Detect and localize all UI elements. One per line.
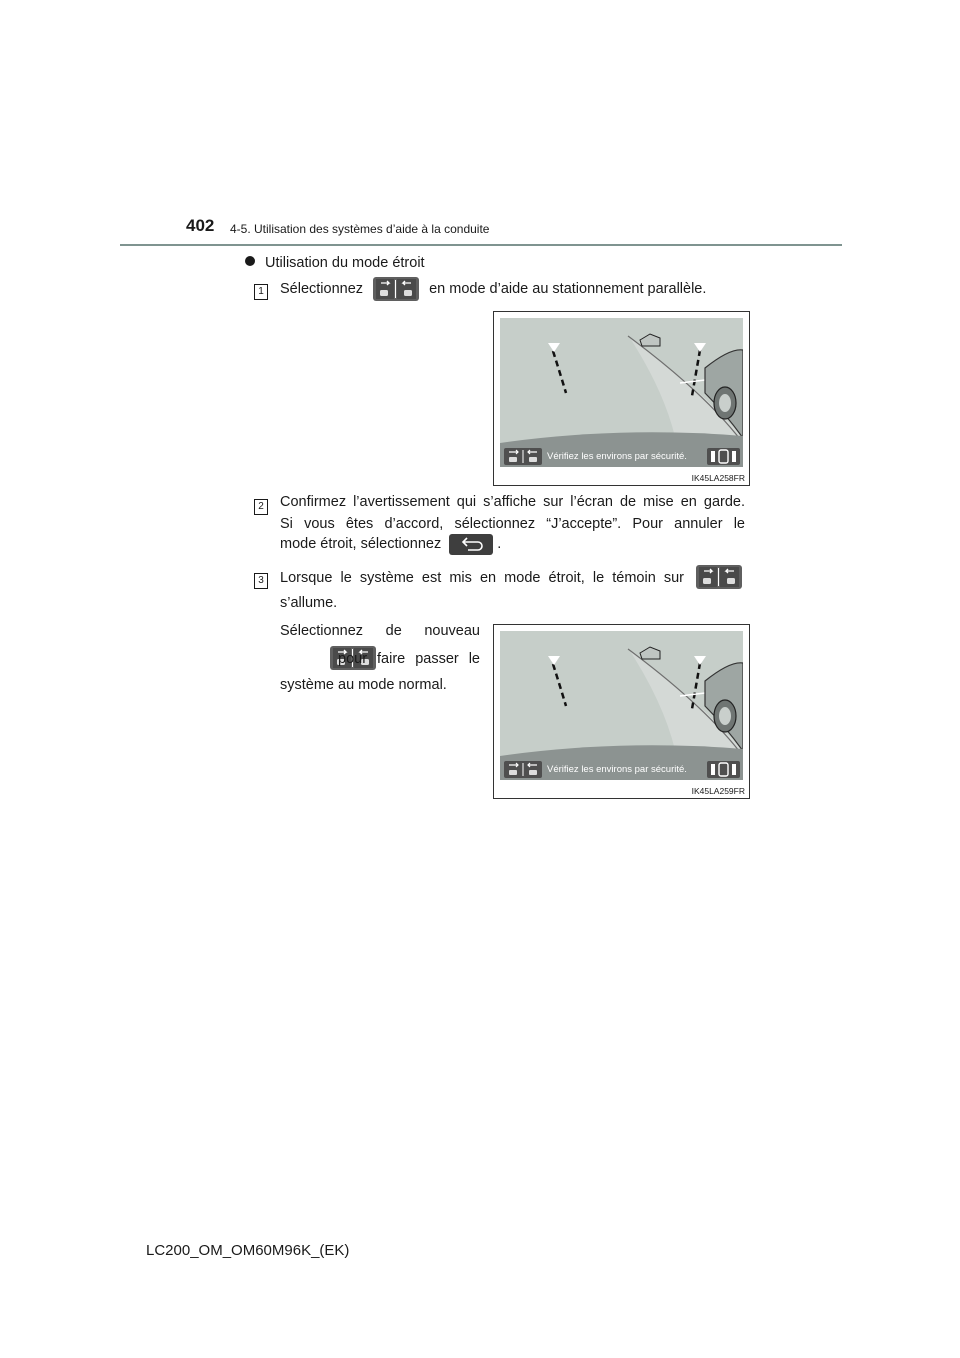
parking-screen-figure-2 bbox=[493, 624, 750, 799]
status-bar bbox=[500, 759, 743, 780]
step-2-line-3 bbox=[280, 532, 745, 556]
screen-message: Vérifiez les environs par sécurité. bbox=[547, 764, 687, 775]
header-rule bbox=[120, 244, 842, 246]
camera-view-graphic bbox=[500, 318, 743, 467]
parallel-park-mode-icon bbox=[504, 448, 542, 465]
bullet-heading bbox=[245, 255, 425, 271]
section-title: 4-5. Utilisation des systèmes d’aide à la conduite bbox=[230, 222, 490, 236]
bullet-title: Utilisation du mode étroit bbox=[265, 255, 425, 271]
parallel-park-mode-icon bbox=[504, 761, 542, 778]
screen-message: Vérifiez les environs par sécurité. bbox=[547, 451, 687, 462]
sensor-display-icon bbox=[707, 761, 740, 778]
step-1-text-after: en mode d’aide au stationnement parallèle. bbox=[429, 281, 707, 297]
step-2-line-2: Si vous êtes d’accord, sélectionnez “J’accepte”. Pour annuler le bbox=[280, 516, 745, 532]
step-1-text bbox=[280, 277, 750, 301]
parking-screen-figure-1 bbox=[493, 311, 750, 486]
camera-view-graphic bbox=[500, 631, 743, 780]
step-3-line-2: s’allume. bbox=[280, 595, 338, 611]
parallel-park-mode-icon bbox=[696, 565, 742, 589]
step-1-badge: 1 bbox=[254, 281, 268, 300]
step-3-badge: 3 bbox=[254, 570, 268, 589]
step-3-line-5: système au mode normal. bbox=[280, 677, 447, 693]
step-3-line-1: Lorsque le système est mis en mode étroit, le témoin sur bbox=[280, 570, 684, 586]
step-3-line-4: pour faire passer le bbox=[338, 651, 480, 667]
figure-code: IK45LA259FR bbox=[691, 786, 745, 796]
step-2-badge: 2 bbox=[254, 496, 268, 515]
parallel-park-mode-icon bbox=[373, 277, 419, 301]
step-3-line-3: Sélectionnez de nouveau bbox=[280, 623, 480, 639]
step-2-line-3-before: mode étroit, sélectionnez bbox=[280, 536, 442, 552]
step-1-text-before: Sélectionnez bbox=[280, 281, 364, 297]
camera-view bbox=[500, 318, 743, 467]
status-bar bbox=[500, 446, 743, 467]
document-code: LC200_OM_OM60M96K_(EK) bbox=[146, 1242, 350, 1259]
back-arrow-icon bbox=[449, 534, 493, 555]
figure-code: IK45LA258FR bbox=[691, 473, 745, 483]
step-2-line-3-after: . bbox=[497, 536, 502, 552]
camera-view bbox=[500, 631, 743, 780]
bullet-icon bbox=[245, 256, 255, 266]
page-number: 402 bbox=[186, 216, 215, 235]
sensor-display-icon bbox=[707, 448, 740, 465]
step-2-line-1: Confirmez l’avertissement qui s’affiche sur l’écran de mise en garde. bbox=[280, 494, 745, 510]
